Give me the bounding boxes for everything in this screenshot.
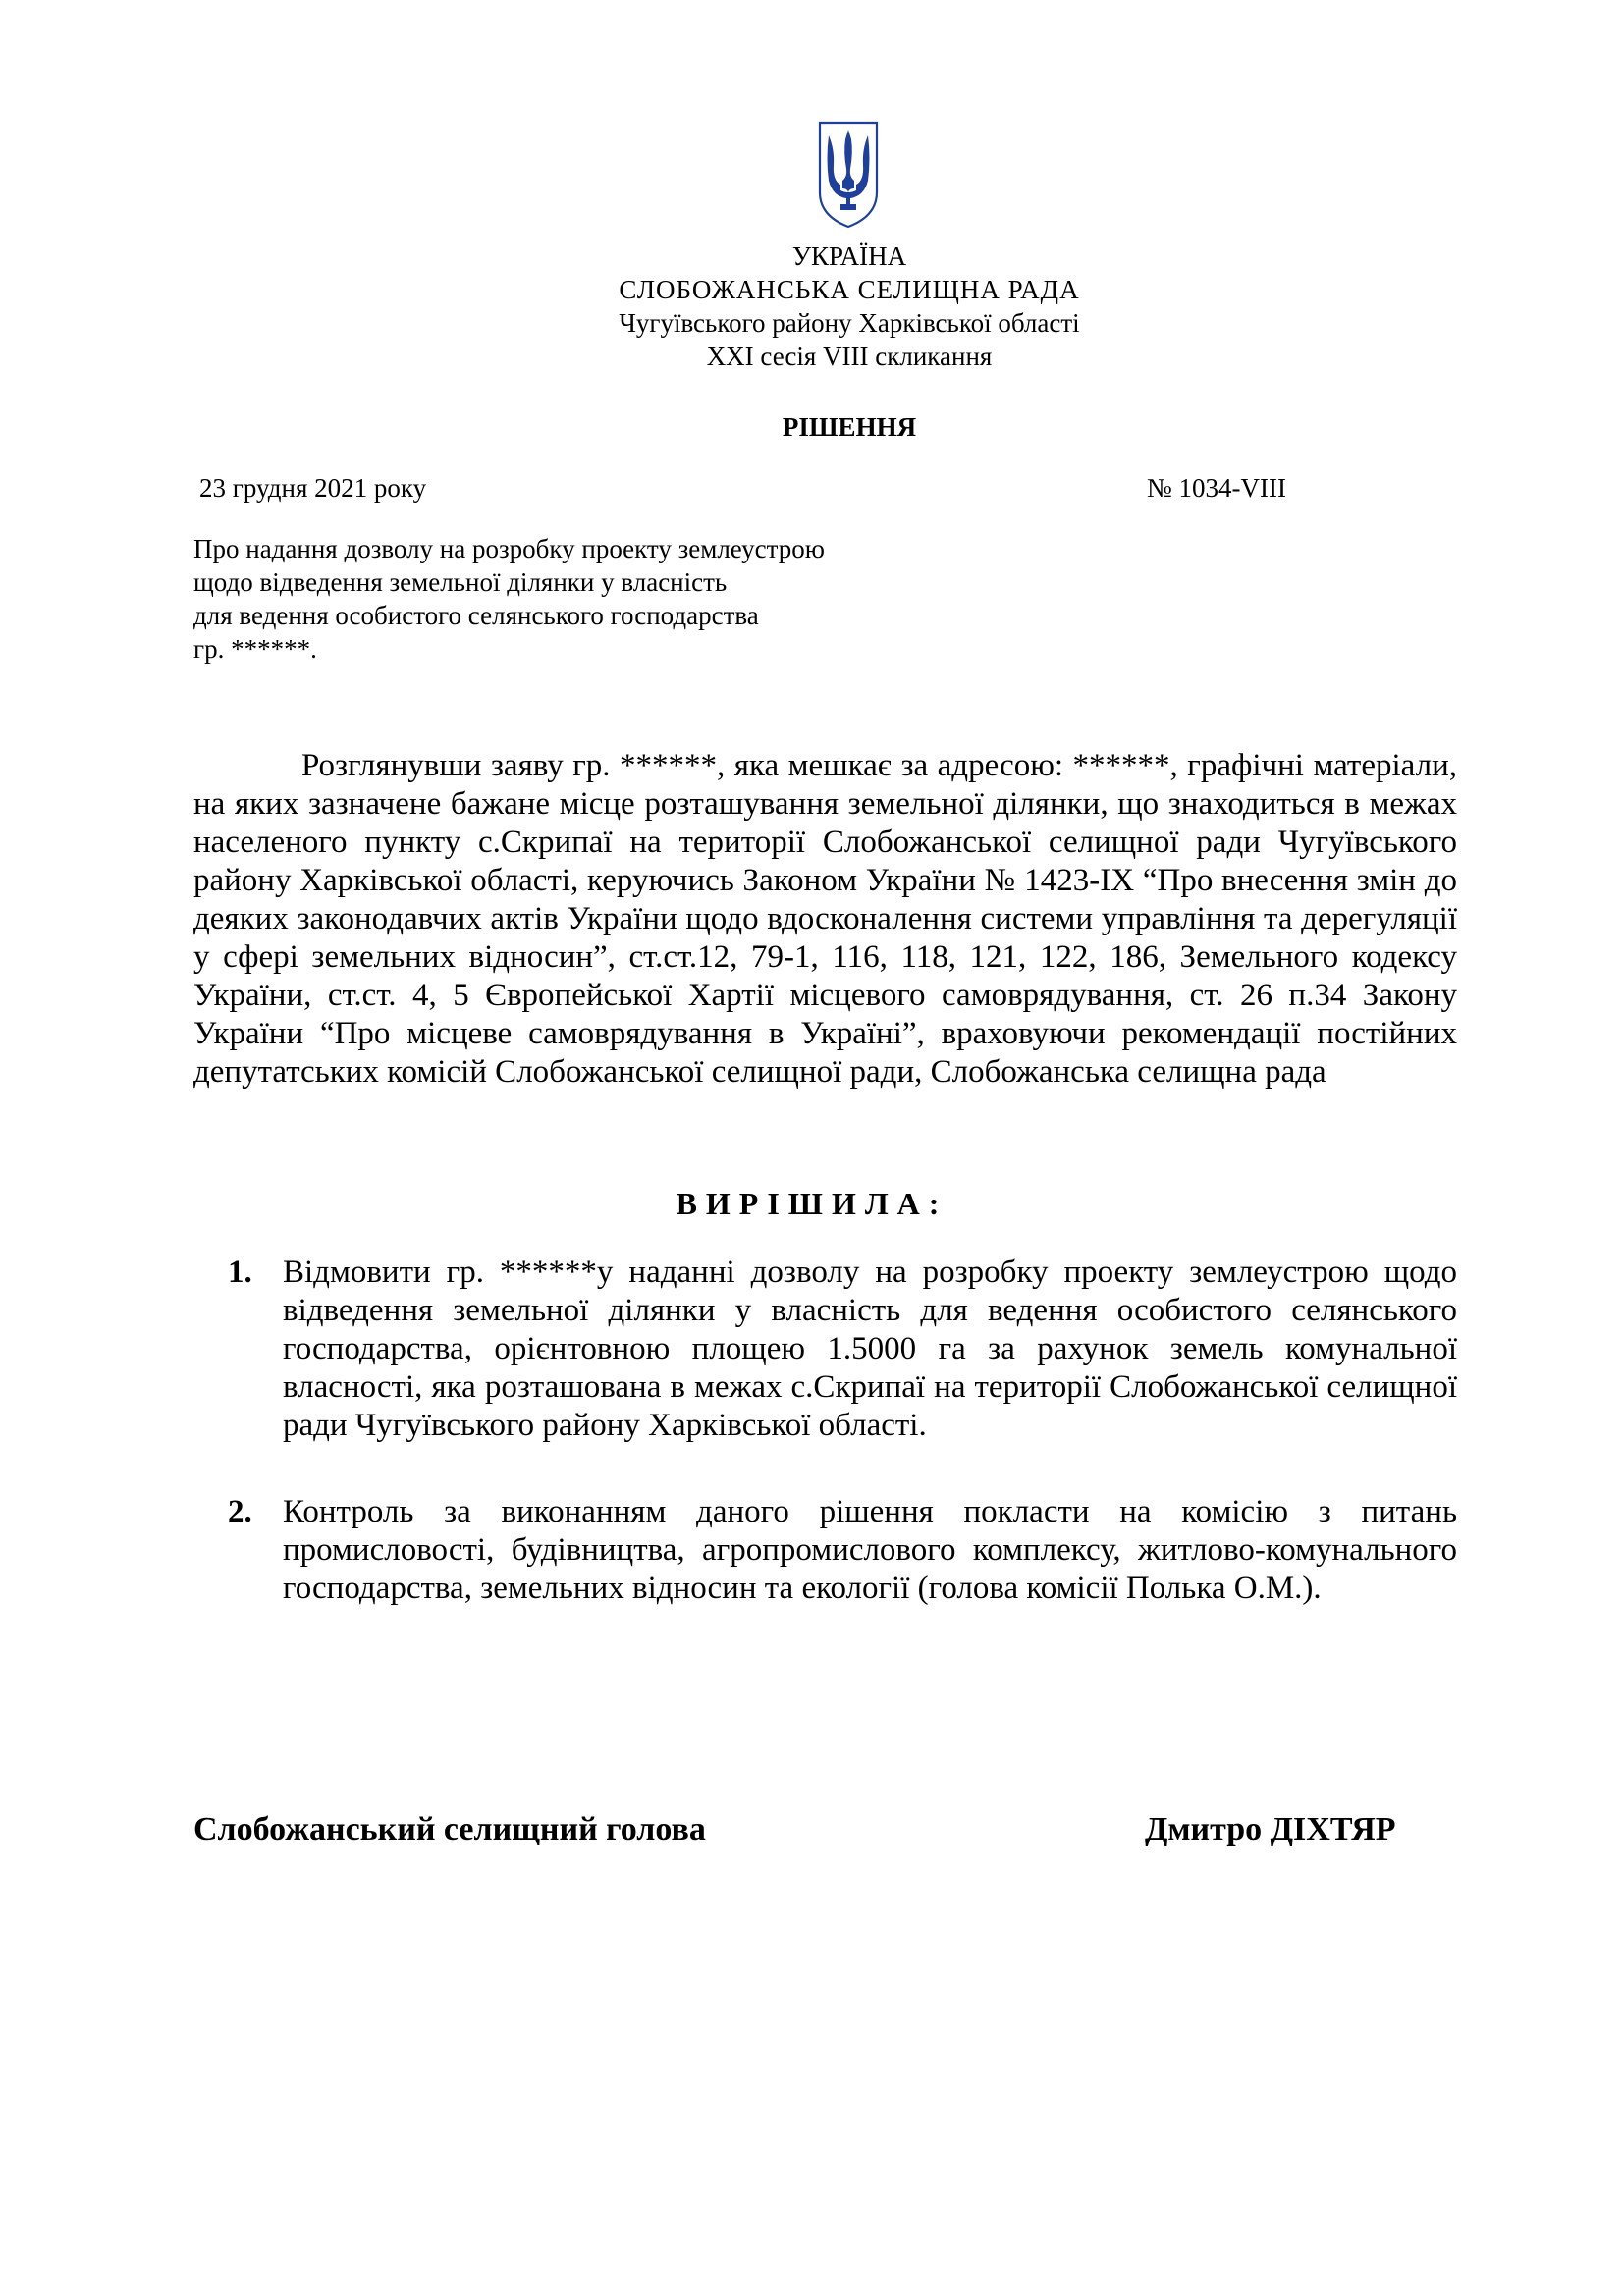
preamble-paragraph [193, 747, 1457, 1092]
item-text: Відмовити гр. ******у наданні дозволу на розробку проекту землеустрою щодо відведення земельної ділянки у власність для ведення особистого селянського господарства, орієнтовною площею 1.5000 га за рахунок земель комунальної власності, яка розташована в межах с.Скрипаї на території Слобожанської селищної ради Чугуївського району Харківської області. [283, 1255, 1457, 1443]
header-session: XXI сесія VIII скликання [706, 342, 993, 371]
document-date: 23 грудня 2021 року [199, 473, 427, 503]
item-number: 2. [228, 1494, 252, 1529]
resolution-item [230, 1254, 1457, 1445]
signatory-role: Слобожанський селищний голова [193, 1811, 706, 1847]
subject-line: щодо відведення земельної ділянки у власність [193, 567, 728, 597]
resolution-item [230, 1493, 1457, 1608]
header-council: СЛОБОЖАНСЬКА СЕЛИЩНА РАДА [619, 275, 1080, 304]
subject-line: для ведення особистого селянського господарства [193, 601, 759, 630]
signatory-name: Дмитро ДІХТЯР [1145, 1811, 1396, 1847]
item-number: 1. [228, 1255, 252, 1290]
document-number: № 1034-VIII [1147, 473, 1286, 503]
subject-line: гр. ******. [193, 634, 317, 664]
resolve-heading: ВИРІШИЛА: [676, 1186, 948, 1221]
header-district: Чугуївського району Харківської області [619, 308, 1080, 338]
trident-coat-of-arms-icon [817, 120, 880, 230]
item-text: Контроль за виконанням даного рішення покласти на комісію з питань промисловості, будівництва, агропромислового комплексу, житлово-комунального господарства, земельних відносин та екології (голова комісії Полька О.М.). [283, 1494, 1457, 1606]
subject-block [193, 532, 959, 666]
header-country: УКРАЇНА [791, 241, 907, 271]
subject-line: Про надання дозволу на розробку проекту землеустрою [193, 534, 825, 563]
preamble-text: Розглянувши заяву гр. ******, яка мешкає за адресою: ******, графічні матеріали, на яких зазначене бажане місце розташування земельної ділянки, що знаходиться в межах населеного пункту с.Скрипаї на території Слобожанської селищної ради Чугуївського району Харківської області, керуючись Законом України № 1423-IX “Про внесення змін до деяких законодавчих актів України щодо вдосконалення системи управління та дерегуляції у сфері земельних відносин”, ст.ст.12, 79-1, 116, 118, 121, 122, 186, Земельного кодексу України, ст.ст. 4, 5 Європейської Хартії місцевого самоврядування, ст. 26 п.34 Закону України “Про місцеве самоврядування в Україні”, враховуючи рекомендації постійних депутатських комісій Слобожанської селищної ради, Слобожанська селищна рада [193, 748, 1457, 1090]
document-title: РІШЕННЯ [782, 412, 917, 442]
